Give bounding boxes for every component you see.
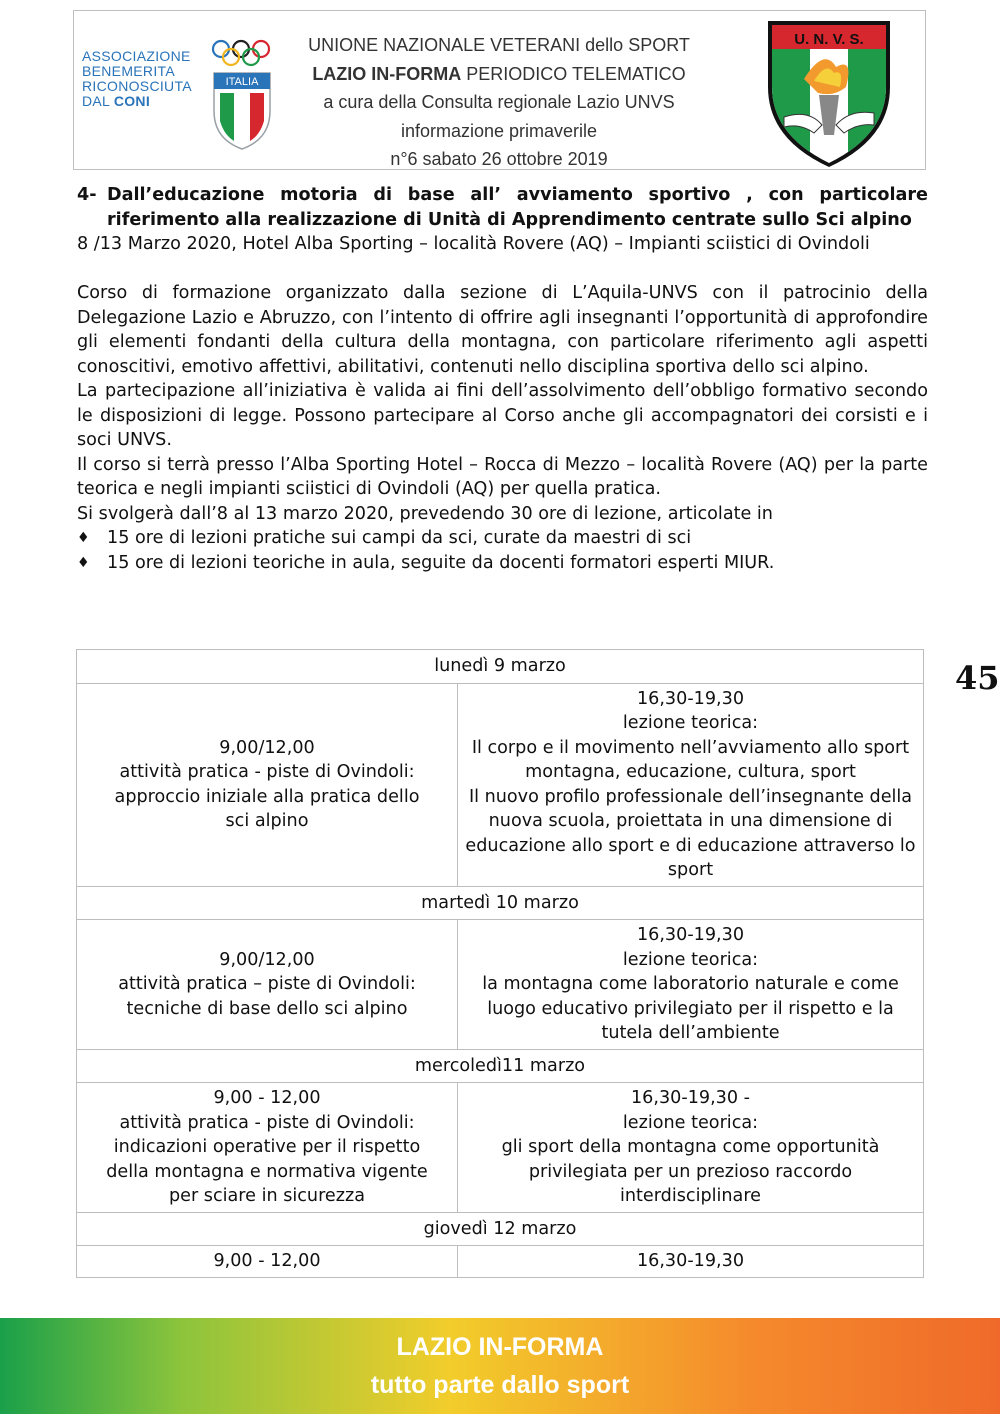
day-label: lunedì 9 marzo bbox=[77, 650, 924, 684]
cell-line: Il corpo e il movimento nell’avviamento allo sport bbox=[471, 737, 910, 758]
cell-line: 16,30-19,30 - bbox=[630, 1088, 751, 1108]
cell-line: Il nuovo profilo professionale dell’insegnante della nuova scuola, proiettata in una dimensione di educazione allo sport e di educazione attraverso lo sport bbox=[465, 786, 916, 880]
coni-bold: CONI bbox=[113, 93, 151, 109]
italia-label: ITALIA bbox=[225, 76, 259, 88]
table-row bbox=[77, 683, 924, 886]
article-number: 4- bbox=[77, 185, 97, 205]
cell-line: lezione teorica: bbox=[622, 949, 759, 970]
day-header-row bbox=[77, 650, 924, 684]
header-line-4: informazione primaverile bbox=[400, 120, 598, 141]
article-heading bbox=[77, 183, 928, 232]
table-row bbox=[77, 1083, 924, 1213]
header-line-1: UNIONE NAZIONALE VETERANI dello SPORT bbox=[308, 35, 690, 55]
diamond-bullet-icon: ♦ bbox=[77, 554, 90, 571]
footer-title: LAZIO IN-FORMA bbox=[396, 1333, 604, 1361]
coni-logo bbox=[82, 39, 272, 159]
cell-line: 9,00 - 12,00 bbox=[213, 1088, 321, 1108]
article-title: Dall’educazione motoria di base all’ avviamento sportivo , con particolare riferimento alla realizzazione di Unità di Apprendimento centrate sullo Sci alpino bbox=[107, 185, 928, 230]
day-header-row bbox=[77, 1049, 924, 1083]
header-line-2-rest: PERIODICO TELEMATICO bbox=[461, 63, 686, 84]
day-label: giovedì 12 marzo bbox=[77, 1212, 924, 1246]
schedule-table bbox=[76, 649, 924, 1278]
header-title-block bbox=[279, 31, 719, 174]
page-number: 45 bbox=[955, 659, 1000, 697]
morning-cell bbox=[77, 1246, 458, 1278]
article-paragraph-3: Il corso si terrà presso l’Alba Sporting Hotel – Rocca di Mezzo – località Rovere (AQ) per la parte teorica e negli impianti sciistici di Ovindoli (AQ) per quella pratica. bbox=[77, 454, 928, 499]
morning-cell bbox=[77, 920, 458, 1050]
table-row bbox=[77, 920, 924, 1050]
page-header bbox=[73, 10, 926, 170]
day-label: martedì 10 marzo bbox=[77, 886, 924, 920]
morning-cell bbox=[77, 683, 458, 886]
list-item bbox=[77, 526, 928, 551]
italia-shield-icon bbox=[212, 71, 272, 151]
article-body bbox=[77, 183, 928, 575]
page-footer bbox=[0, 1318, 1000, 1414]
afternoon-cell bbox=[458, 920, 924, 1050]
cell-line: della montagna e normativa vigente bbox=[106, 1161, 428, 1182]
morning-cell bbox=[77, 1083, 458, 1213]
afternoon-cell bbox=[458, 683, 924, 886]
unvs-shield-logo bbox=[764, 17, 894, 167]
bullet-list bbox=[77, 526, 928, 575]
diamond-bullet-icon: ♦ bbox=[77, 530, 90, 546]
cell-line: gli sport della montagna come opportunità privilegiata per un prezioso raccordo interdisciplinare bbox=[501, 1137, 880, 1206]
unvs-label: U. N. V. S. bbox=[794, 31, 864, 48]
article-paragraph-2: La partecipazione all’iniziativa è valida ai fini dell’assolvimento dell’obbligo formativo secondo le disposizioni di legge. Possono partecipare al Corso anche gli accompagnatori dei corsisti e i soci UNVS. bbox=[77, 381, 928, 450]
list-item bbox=[77, 551, 928, 576]
day-header-row bbox=[77, 886, 924, 920]
day-header-row bbox=[77, 1212, 924, 1246]
cell-line: 9,00/12,00 bbox=[219, 949, 315, 970]
table-row bbox=[77, 1246, 924, 1278]
afternoon-cell bbox=[458, 1246, 924, 1278]
olympic-rings-icon bbox=[210, 39, 274, 69]
cell-line: per sciare in sicurezza bbox=[168, 1186, 366, 1206]
cell-line: 9,00 - 12,00 bbox=[213, 1251, 321, 1271]
cell-line: approccio iniziale alla pratica dello bbox=[114, 786, 420, 807]
cell-line: lezione teorica: bbox=[622, 713, 759, 733]
coni-line: ASSOCIAZIONE bbox=[82, 48, 191, 64]
list-item-text: 15 ore di lezioni teoriche in aula, seguite da docenti formatori esperti MIUR. bbox=[107, 552, 775, 573]
cell-line: montagna, educazione, cultura, sport bbox=[525, 762, 856, 782]
footer-tagline: tutto parte dallo sport bbox=[370, 1371, 630, 1399]
list-item-text: 15 ore di lezioni pratiche sui campi da sci, curate da maestri di sci bbox=[107, 528, 692, 548]
article-paragraph-1: Corso di formazione organizzato dalla sezione di L’Aquila-UNVS con il patrocinio della Delegazione Lazio e Abruzzo, con l’intento di offrire agli insegnanti l’opportunità di approfondire gli elementi fondanti della cultura della montagna, con particolare riferimento agli aspetti conoscitivi, emotivo affettivi, abilitativi, contenuti nello disciplina sportiva dello sci alpino. bbox=[77, 283, 928, 377]
cell-line: attività pratica – piste di Ovindoli: bbox=[118, 974, 416, 994]
article-dateline: 8 /13 Marzo 2020, Hotel Alba Sporting – località Rovere (AQ) – Impianti sciistici di Ovindoli bbox=[77, 234, 870, 254]
coni-line: BENEMERITA bbox=[82, 63, 175, 79]
article-paragraph-4: Si svolgerà dall’8 al 13 marzo 2020, prevedendo 30 ore di lezione, articolate in bbox=[77, 503, 773, 524]
cell-line: attività pratica - piste di Ovindoli: bbox=[119, 1112, 415, 1133]
header-line-5: n°6 sabato 26 ottobre 2019 bbox=[390, 149, 608, 169]
cell-line: 16,30-19,30 bbox=[636, 688, 745, 709]
cell-line: la montagna come laboratorio naturale e come luogo educativo privilegiato per il rispetto e la tutela dell’ambiente bbox=[482, 974, 899, 1043]
afternoon-cell bbox=[458, 1083, 924, 1213]
header-line-3: a cura della Consulta regionale Lazio UNVS bbox=[323, 92, 675, 112]
header-line-2-bold: LAZIO IN-FORMA bbox=[312, 63, 462, 84]
cell-line: 16,30-19,30 bbox=[636, 1251, 745, 1271]
coni-line: DAL bbox=[82, 93, 110, 109]
cell-line: sci alpino bbox=[225, 811, 309, 831]
cell-line: 9,00/12,00 bbox=[219, 737, 315, 758]
coni-line: RICONOSCIUTA bbox=[82, 78, 192, 94]
cell-line: indicazioni operative per il rispetto bbox=[113, 1137, 421, 1157]
cell-line: attività pratica - piste di Ovindoli: bbox=[119, 762, 415, 782]
header-line-2 bbox=[279, 60, 719, 89]
cell-line: 16,30-19,30 bbox=[636, 925, 745, 945]
coni-text bbox=[82, 49, 212, 109]
cell-line: tecniche di base dello sci alpino bbox=[126, 998, 408, 1019]
cell-line: lezione teorica: bbox=[622, 1112, 759, 1133]
day-label: mercoledì11 marzo bbox=[77, 1049, 924, 1083]
